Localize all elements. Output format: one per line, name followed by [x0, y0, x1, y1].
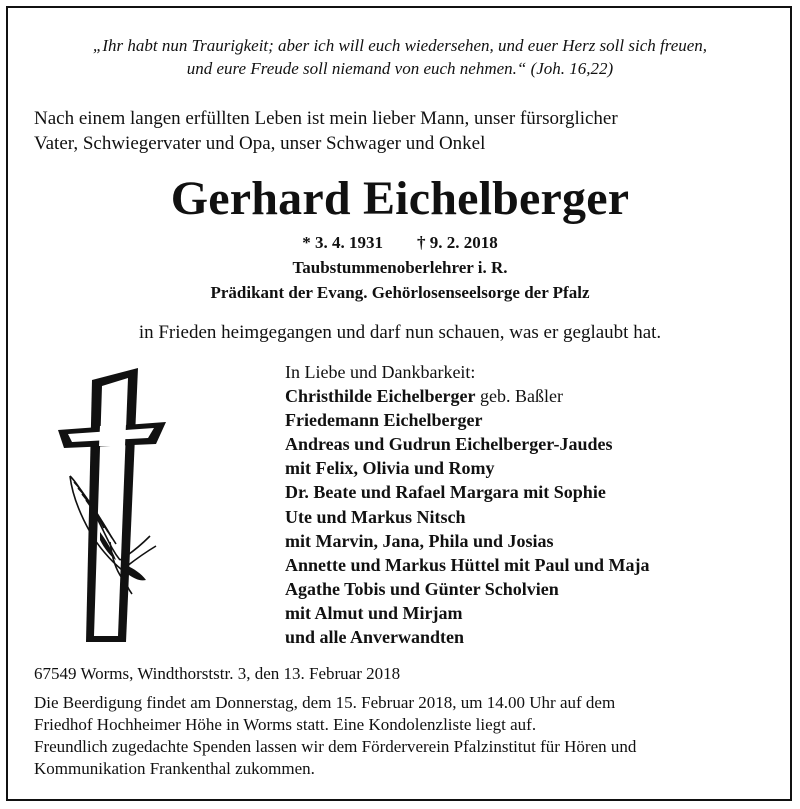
family-member: Dr. Beate und Rafael Margara mit Sophie — [285, 482, 606, 503]
birth-date: * 3. 4. 1931 — [302, 233, 383, 252]
intro-line-2: Vater, Schwiegervater und Opa, unser Schwager und Onkel — [34, 133, 486, 154]
family-member: Friedemann Eichelberger — [285, 410, 483, 431]
notice-line-2: Friedhof Hochheimer Höhe in Worms statt. Eine Kondolenzliste liegt auf. — [34, 715, 537, 734]
wife-maiden-name: geb. Baßler — [475, 386, 563, 407]
family-list — [285, 360, 765, 649]
notice-line-4: Kommunikation Frankenthal zukommen. — [34, 759, 315, 778]
deceased-name: Gerhard Eichelberger — [170, 172, 630, 225]
quote-line-2: und eure Freude soll niemand von euch nehmen.“ (Joh. 16,22) — [186, 59, 614, 78]
family-member: Agathe Tobis und Günter Scholvien — [285, 578, 559, 599]
family-member: und alle Anverwandten — [285, 627, 465, 648]
family-wife — [285, 384, 765, 408]
family-member: Ute und Markus Nitsch — [285, 506, 466, 527]
family-heading: In Liebe und Dankbarkeit: — [285, 362, 476, 382]
wife-name: Christhilde Eichelberger — [285, 386, 476, 407]
intro-text — [34, 106, 774, 156]
intro-line-1: Nach einem langen erfüllten Leben ist mein lieber Mann, unser fürsorglicher — [34, 108, 618, 129]
family-member: mit Almut und Mirjam — [285, 602, 463, 623]
bible-quote — [20, 34, 780, 80]
quote-line-1: „Ihr habt nun Traurigkeit; aber ich will euch wiedersehen, und euer Herz soll sich freuen, — [92, 36, 708, 55]
funeral-notice — [34, 692, 774, 780]
notice-line-1: Die Beerdigung findet am Donnerstag, dem 15. Februar 2018, um 14.00 Uhr auf dem — [34, 693, 616, 712]
family-member: Annette und Markus Hüttel mit Paul und Maja — [285, 554, 650, 575]
peace-line: in Frieden heimgegangen und darf nun schauen, was er geglaubt hat. — [138, 322, 662, 343]
cross-with-praying-hands-icon — [50, 364, 170, 646]
address-date-line: 67549 Worms, Windthorststr. 3, den 13. Februar 2018 — [34, 664, 401, 683]
ministry-title: Prädikant der Evang. Gehörlosenseelsorge der Pfalz — [210, 283, 590, 302]
family-member: Andreas und Gudrun Eichelberger-Jaudes — [285, 434, 613, 455]
notice-line-3: Freundlich zugedachte Spenden lassen wir dem Förderverein Pfalzinstitut für Hören und — [34, 737, 637, 756]
life-dates — [0, 232, 800, 254]
occupation-title: Taubstummenoberlehrer i. R. — [292, 258, 508, 277]
family-member: mit Felix, Olivia und Romy — [285, 458, 495, 479]
family-member: mit Marvin, Jana, Phila und Josias — [285, 530, 554, 551]
death-date: † 9. 2. 2018 — [417, 233, 498, 252]
